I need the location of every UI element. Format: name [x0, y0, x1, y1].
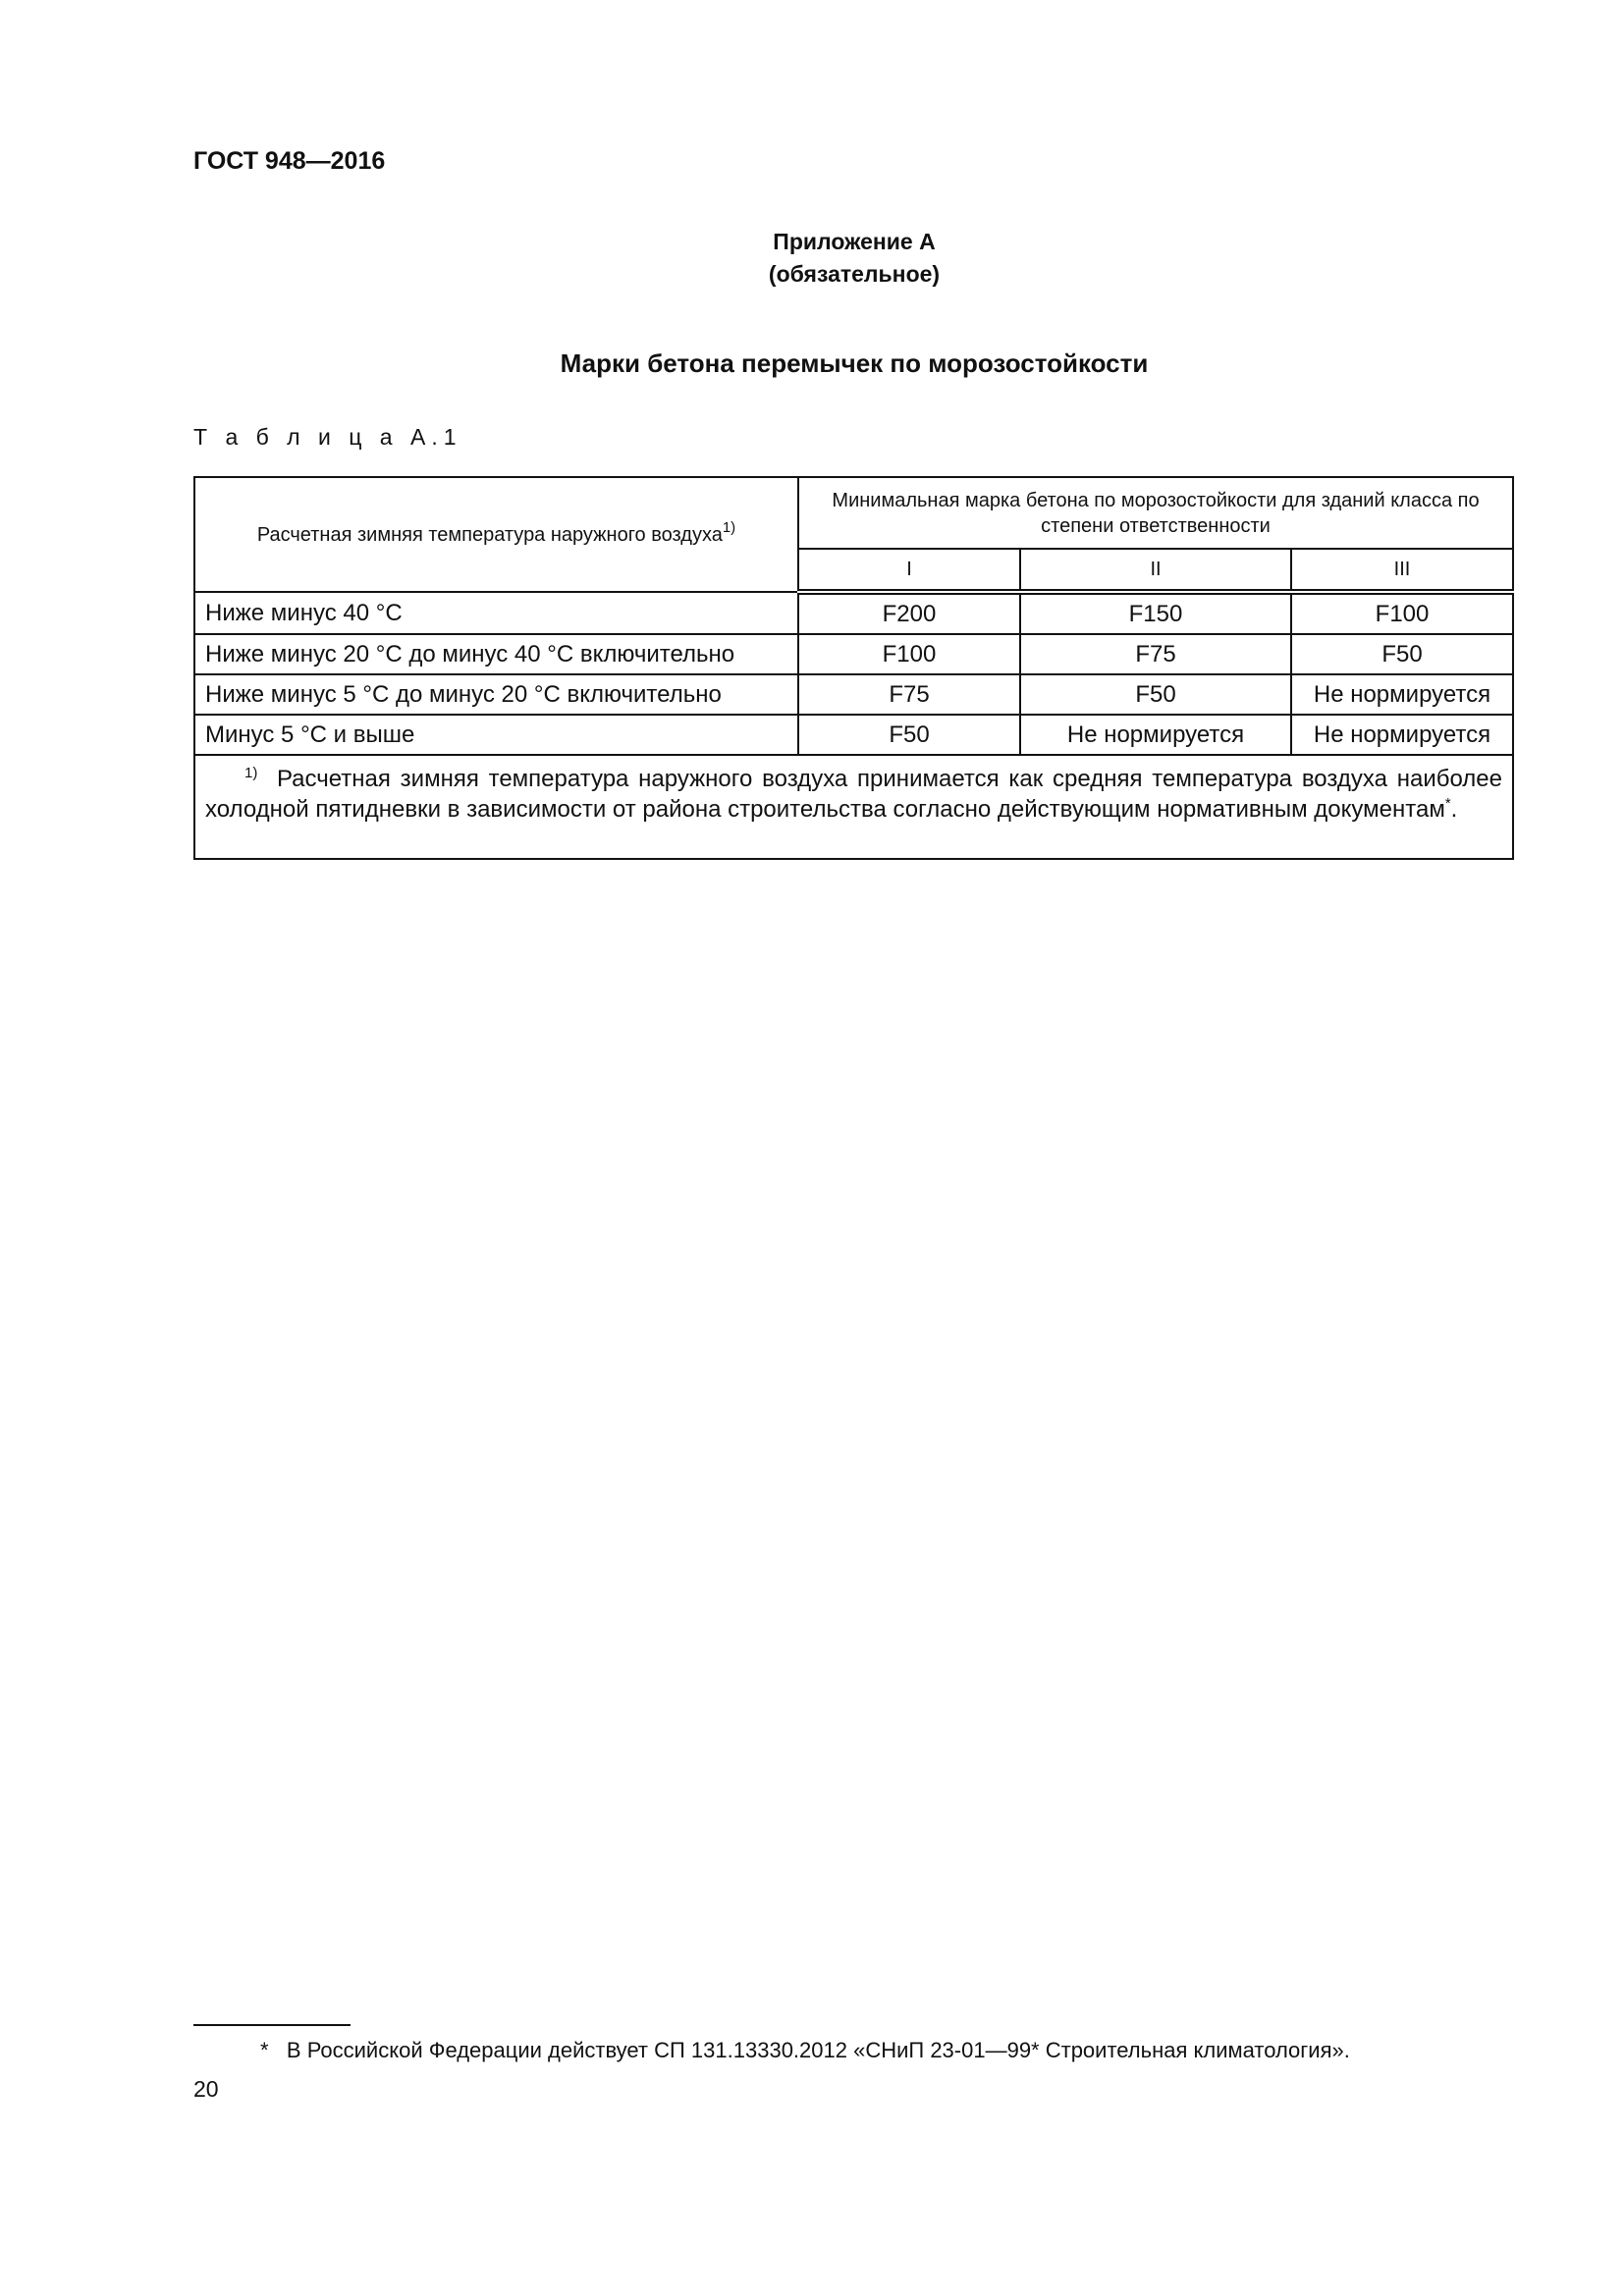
table-row [194, 674, 1513, 715]
appendix-heading [0, 226, 1624, 291]
class-header: I [798, 549, 1020, 592]
table-note-row [194, 755, 1513, 859]
temperature-header-footnote-ref: 1) [722, 518, 736, 536]
grade-cell: F50 [1291, 634, 1513, 674]
appendix-title: Приложение А [773, 229, 936, 254]
class-header: II [1020, 549, 1291, 592]
note-star: * [1444, 795, 1451, 812]
table-row [194, 715, 1513, 755]
page-footnote [260, 2038, 1350, 2063]
table-row [194, 592, 1513, 634]
footnote-marker: * [260, 2038, 269, 2062]
temperature-cell: Ниже минус 5 °С до минус 20 °С включительно [194, 674, 798, 715]
temperature-column-header [194, 477, 798, 592]
table-row [194, 634, 1513, 674]
grade-cell: F75 [1020, 634, 1291, 674]
document-code: ГОСТ 948—2016 [193, 147, 386, 175]
appendix-status: (обязательное) [768, 261, 941, 287]
grade-cell: F100 [798, 634, 1020, 674]
class-header: III [1291, 549, 1513, 592]
table-note [194, 755, 1513, 859]
section-title: Марки бетона перемычек по морозостойкости [560, 348, 1149, 378]
frost-resistance-table [193, 476, 1514, 860]
grade-cell: Не нормируется [1291, 715, 1513, 755]
grade-cell: Не нормируется [1020, 715, 1291, 755]
note-end: . [1450, 796, 1458, 823]
grade-cell: F50 [1020, 674, 1291, 715]
temperature-cell: Ниже минус 40 °С [194, 592, 798, 634]
grade-cell: F75 [798, 674, 1020, 715]
frost-grade-group-header: Минимальная марка бетона по морозостойкости для зданий класса по степени ответственности [798, 477, 1513, 549]
grade-cell: F100 [1291, 592, 1513, 634]
grade-cell: F200 [798, 592, 1020, 634]
grade-cell: Не нормируется [1291, 674, 1513, 715]
footnote-separator [193, 2024, 351, 2026]
table-header-row [194, 477, 1513, 549]
temperature-header-text: Расчетная зимняя температура наружного воздуха [256, 523, 723, 546]
grade-cell: F150 [1020, 592, 1291, 634]
grade-cell: F50 [798, 715, 1020, 755]
note-text: Расчетная зимняя температура наружного воздуха принимается как средняя температура воздуха наиболее холодной пятидневки в зависимости от района строительства согласно действующим нормативным документам [205, 766, 1503, 823]
footnote-text: В Российской Федерации действует СП 131.13330.2012 «СНиП 23-01—99* Строительная климатология». [286, 2038, 1350, 2062]
note-marker: 1) [244, 765, 258, 781]
temperature-cell: Ниже минус 20 °С до минус 40 °С включительно [194, 634, 798, 674]
page-number: 20 [193, 2076, 219, 2102]
temperature-cell: Минус 5 °С и выше [194, 715, 798, 755]
table-label: Т а б л и ц а А.1 [193, 424, 462, 450]
